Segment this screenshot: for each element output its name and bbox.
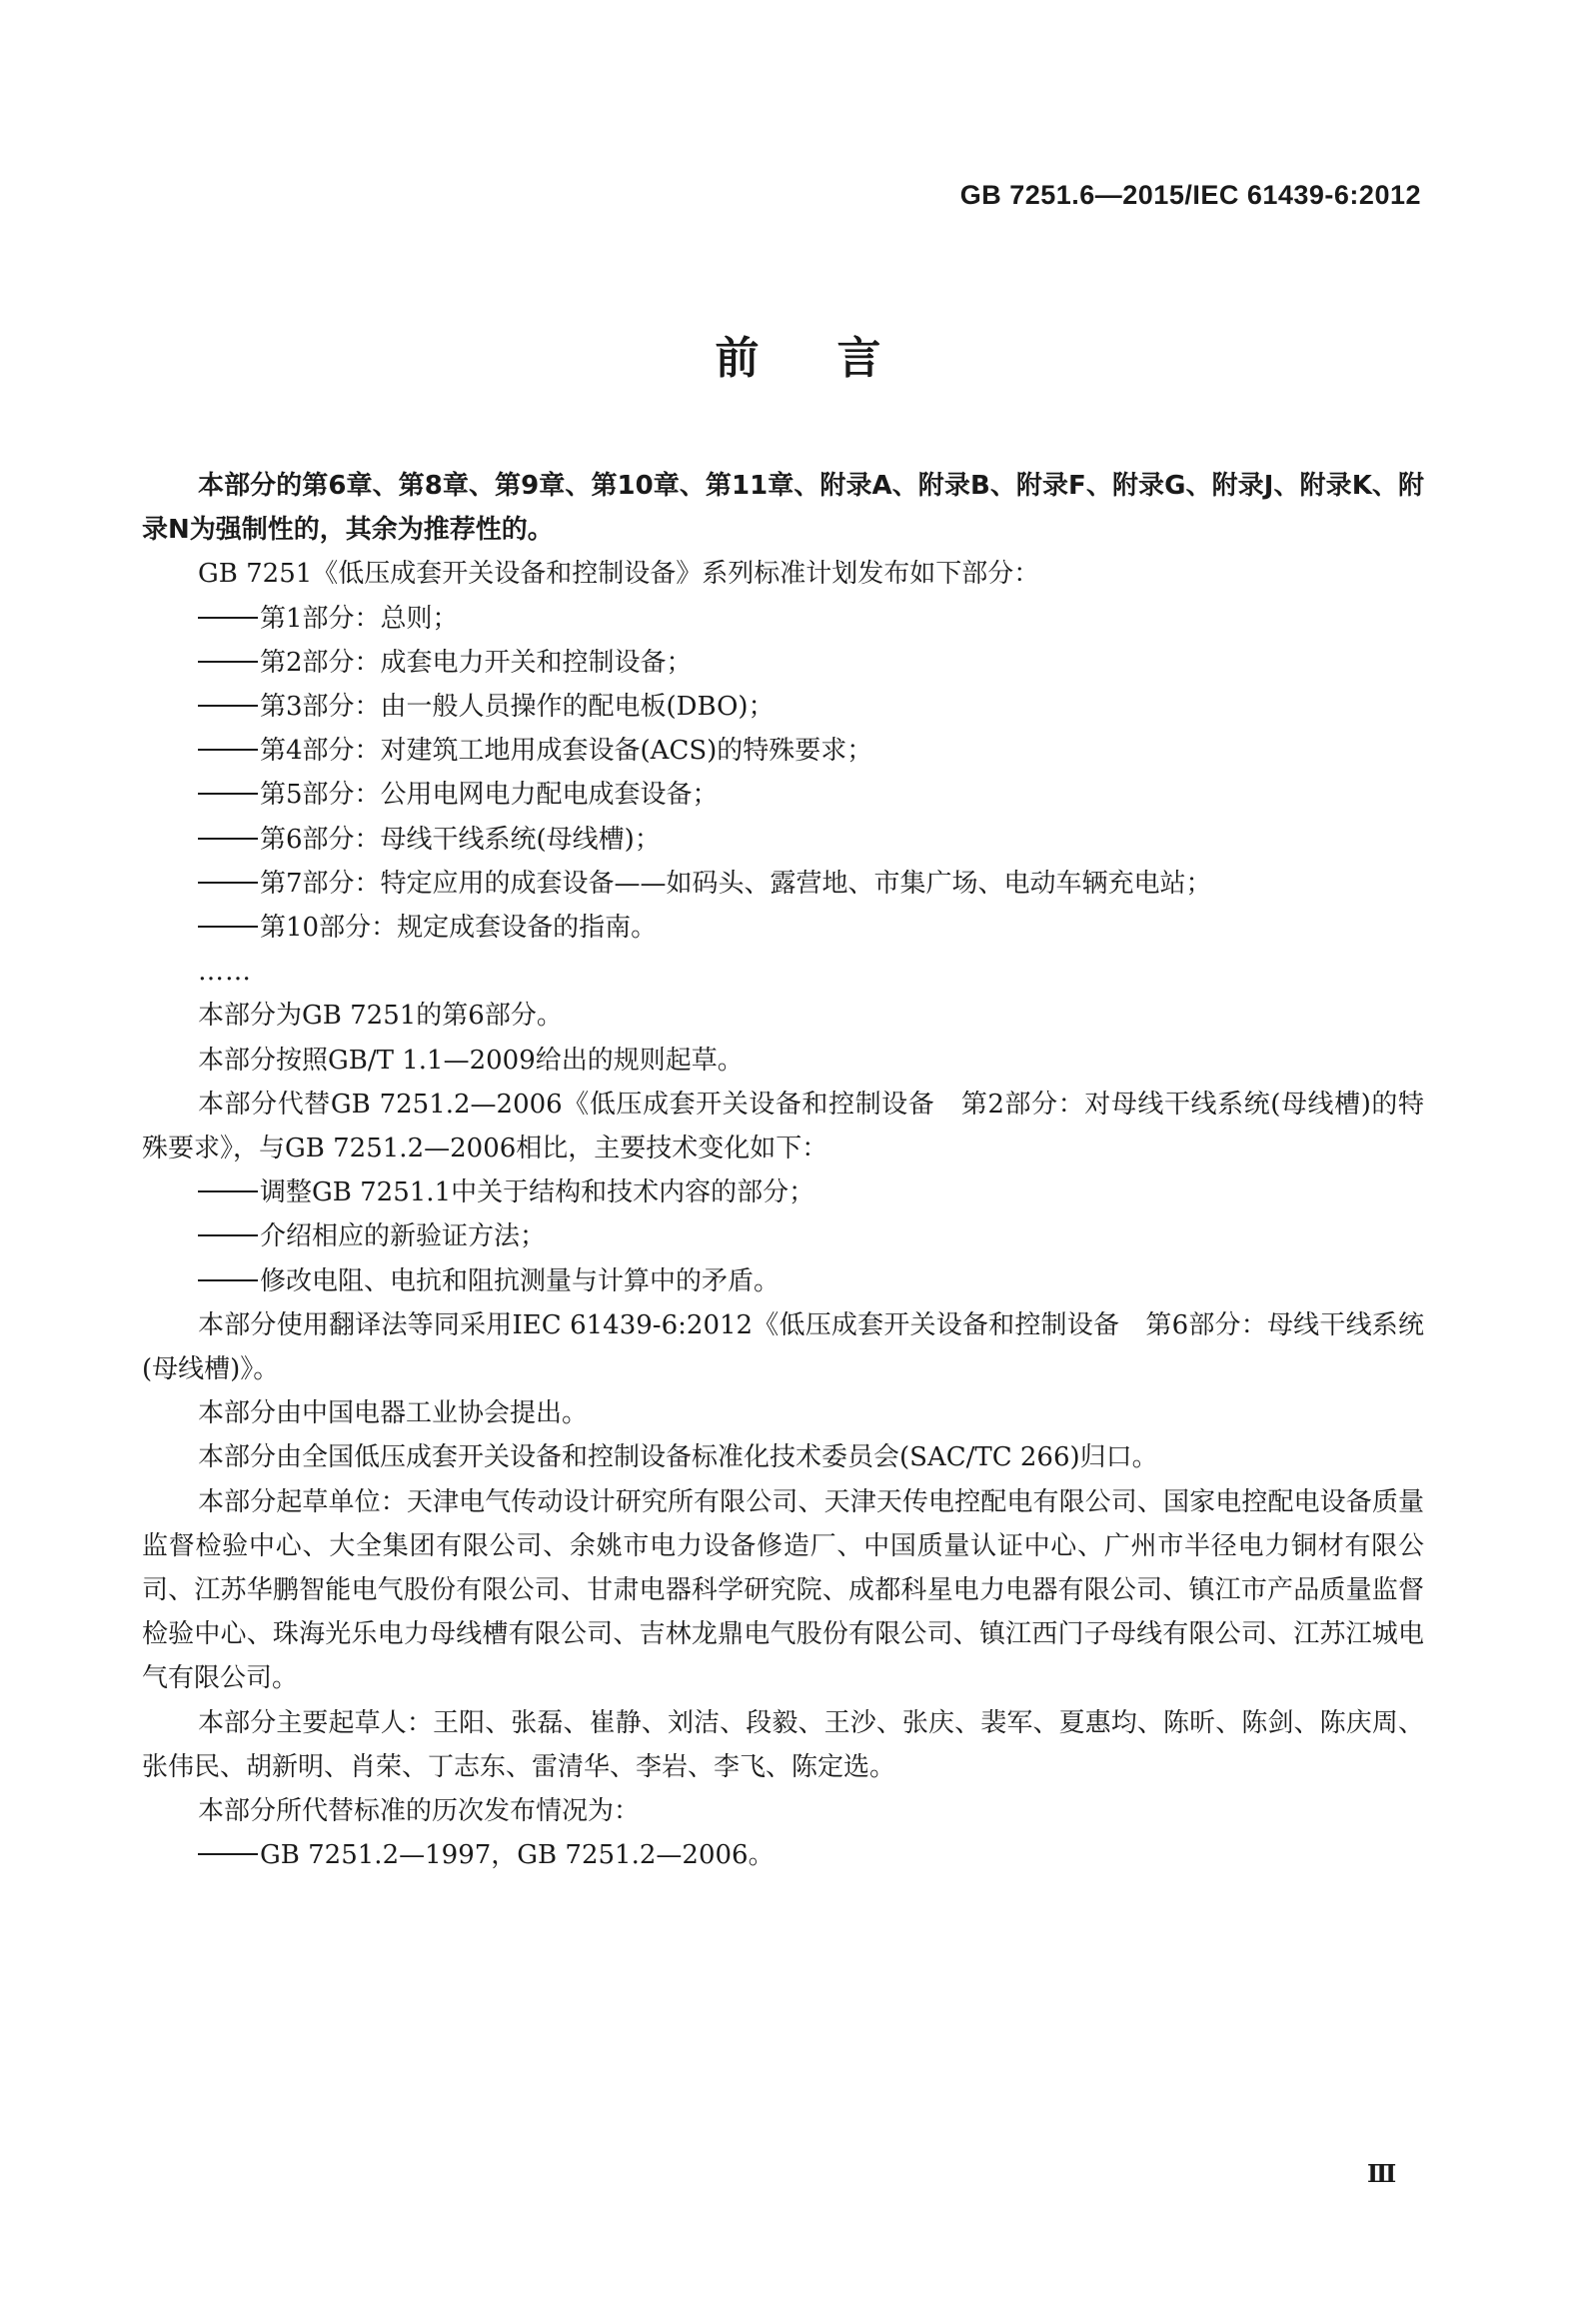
part-number-paragraph: 本部分为GB 7251的第6部分。 bbox=[198, 1001, 563, 1032]
page-number: Ⅲ bbox=[1367, 2159, 1397, 2188]
em-dash-mark bbox=[198, 1190, 258, 1192]
part-list-item: 第2部分：成套电力开关和控制设备； bbox=[142, 641, 1424, 685]
part-list-item: 第4部分：对建筑工地用成套设备(ACS)的特殊要求； bbox=[142, 729, 1424, 773]
part-list-item: 第7部分：特定应用的成套设备——如码头、露营地、市集广场、电动车辆充电站； bbox=[142, 862, 1424, 906]
em-dash-mark bbox=[198, 617, 258, 619]
change-list-item: 介绍相应的新验证方法； bbox=[142, 1214, 1424, 1258]
drafting-units-paragraph: 本部分起草单位：天津电气传动设计研究所有限公司、天津天传电控配电有限公司、国家电控配电设备质量监督检验中心、大全集团有限公司、余姚市电力设备修造厂、中国质量认证中心、广州市半径电力铜材有限公司、江苏华鹏智能电气股份有限公司、甘肃电器科学研究院、成都科星电力电器有限公司、镇江市产品质量监督检验中心、珠海光乐电力母线槽有限公司、吉林龙鼎电气股份有限公司、镇江西门子母线有限公司、江苏江城电气有限公司。 bbox=[142, 1486, 1424, 1694]
replacement-paragraph: 本部分代替GB 7251.2—2006《低压成套开关设备和控制设备 第2部分：对母线干线系统(母线槽)的特殊要求》，与GB 7251.2—2006相比，主要技术变化如下： bbox=[142, 1089, 1424, 1164]
series-intro-paragraph: GB 7251《低压成套开关设备和控制设备》系列标准计划发布如下部分： bbox=[198, 559, 1040, 590]
em-dash-mark bbox=[198, 793, 258, 795]
adoption-paragraph: 本部分使用翻译法等同采用IEC 61439-6:2012《低压成套开关设备和控制设备 第6部分：母线干线系统(母线槽)》。 bbox=[142, 1309, 1424, 1385]
change-list-item: 调整GB 7251.1中关于结构和技术内容的部分； bbox=[142, 1170, 1424, 1214]
history-intro-paragraph: 本部分所代替标准的历次发布情况为： bbox=[198, 1796, 641, 1827]
em-dash-mark bbox=[198, 705, 258, 707]
page-title: 前言 bbox=[715, 333, 959, 384]
proposer-paragraph: 本部分由中国电器工业协会提出。 bbox=[198, 1398, 589, 1429]
part-list-item: 第5部分：公用电网电力配电成套设备； bbox=[142, 773, 1424, 817]
em-dash-mark bbox=[198, 661, 258, 663]
standard-code-header: GB 7251.6—2015/IEC 61439-6:2012 bbox=[959, 180, 1421, 210]
em-dash-mark bbox=[198, 838, 258, 840]
em-dash-mark bbox=[198, 749, 258, 751]
change-list-item: 修改电阻、电抗和阻抗测量与计算中的矛盾。 bbox=[142, 1259, 1424, 1303]
part-list-item: 第6部分：母线干线系统(母线槽)； bbox=[142, 818, 1424, 862]
drafters-paragraph: 本部分主要起草人：王阳、张磊、崔静、刘洁、段毅、王沙、张庆、裴军、夏惠均、陈昕、陈剑、陈庆周、张伟民、胡新明、肖荣、丁志东、雷清华、李岩、李飞、陈定选。 bbox=[142, 1707, 1424, 1782]
foreword-body bbox=[142, 464, 1424, 1878]
em-dash-mark bbox=[198, 882, 258, 884]
em-dash-mark bbox=[198, 926, 258, 928]
list-ellipsis: …… bbox=[198, 957, 252, 988]
history-list-item: GB 7251.2—1997，GB 7251.2—2006。 bbox=[142, 1833, 1424, 1877]
part-list-item: 第3部分：由一般人员操作的配电板(DBO)； bbox=[142, 685, 1424, 729]
administrator-paragraph: 本部分由全国低压成套开关设备和控制设备标准化技术委员会(SAC/TC 266)归口。 bbox=[198, 1442, 1158, 1473]
mandatory-clause-paragraph: 本部分的第6章、第8章、第9章、第10章、第11章、附录A、附录B、附录F、附录G、附录J、附录K、附录N为强制性的，其余为推荐性的。 bbox=[142, 471, 1424, 546]
part-list-item: 第10部分：规定成套设备的指南。 bbox=[142, 906, 1424, 950]
drafting-rules-paragraph: 本部分按照GB/T 1.1—2009给出的规则起草。 bbox=[198, 1045, 744, 1076]
part-list-item: 第1部分：总则； bbox=[142, 597, 1424, 641]
em-dash-mark bbox=[198, 1279, 258, 1281]
em-dash-mark bbox=[198, 1853, 258, 1855]
em-dash-mark bbox=[198, 1234, 258, 1236]
